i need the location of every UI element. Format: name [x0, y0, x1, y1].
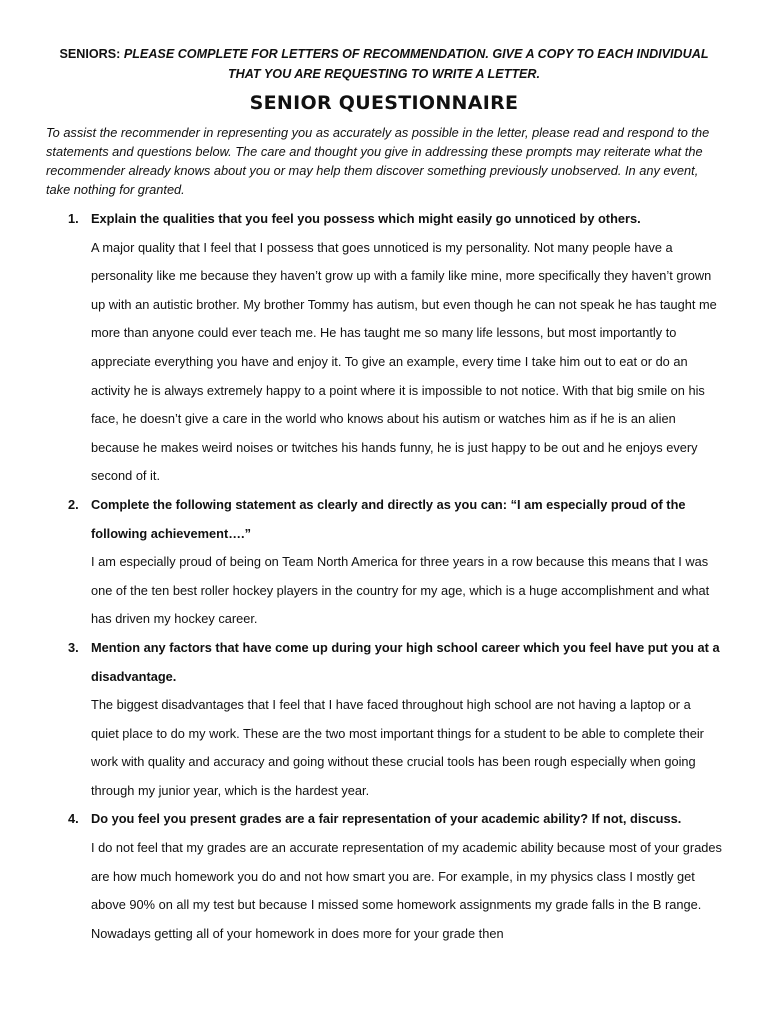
- question-prompt: Explain the qualities that you feel you possess which might easily go unnoticed by others.: [91, 211, 641, 226]
- header-note: [46, 44, 722, 84]
- question-number: 2.: [68, 496, 79, 512]
- question-number: 3.: [68, 639, 79, 655]
- header-instruction: PLEASE COMPLETE FOR LETTERS OF RECOMMENDATION. GIVE A COPY TO EACH INDIVIDUAL THAT YOU ARE REQUESTING TO WRITE A LETTER.: [123, 47, 709, 81]
- question-number: 4.: [68, 811, 79, 827]
- question-answer: I am especially proud of being on Team North America for three years in a row because this means that I was one of the ten best roller hockey players in the country for my age, which is a huge accomplishment and what has driven my hockey career.: [91, 554, 710, 627]
- question-item-3: [46, 634, 722, 806]
- intro-paragraph: To assist the recommender in representing you as accurately as possible in the letter, please read and respond to the statements and questions below. The care and thought you give in addressing these prompts may reiterate what the recommender already knows about you or may help them discover something previously unobserved. In any event, take nothing for granted.: [46, 125, 710, 197]
- question-number: 1.: [68, 211, 79, 226]
- question-item-2: [46, 491, 722, 634]
- question-answer: I do not feel that my grades are an accurate representation of my academic ability because most of your grades are how much homework you do and not how smart you are. For example, in my physics class I mostly get above 90% on all my test but because I missed some homework assignments my grade falls in the B range. Nowadays getting all of your homework in does more for your grade then: [91, 840, 722, 941]
- question-answer: A major quality that I feel that I possess that goes unnoticed is my personality. Not many people have a personality like me because they haven’t grow up with a family like mine, more specifically they haven’t grown up with an autistic brother. My brother Tommy has autism, but even though he can not speak he has taught me more than anyone could ever teach me. He has taught me so many life lessons, but most importantly to appreciate everything you have and enjoy it. To give an example, every time I take him out to eat or do an activity he is always extremely happy to a point where it is impossible to not notice. With that big smile on his face, he doesn’t give a care in the world who knows about his autism or watches him as if he is an alien because he makes weird noises or twitches his hands funny, he is just happy to be out and he enjoys every second of it.: [91, 239, 717, 484]
- question-item-4: [46, 805, 722, 948]
- question-prompt: Do you feel you present grades are a fair representation of your academic ability? If not, discuss.: [91, 811, 682, 827]
- question-prompt: Mention any factors that have come up during your high school career which you feel have put you at a disadvantage.: [91, 639, 720, 684]
- question-list: [46, 205, 722, 948]
- header-prefix: SENIORS:: [59, 47, 121, 61]
- question-prompt: Complete the following statement as clearly and directly as you can: “I am especially proud of the following achievement….”: [91, 496, 686, 541]
- document-title: SENIOR QUESTIONNAIRE: [249, 92, 519, 114]
- question-answer: The biggest disadvantages that I feel that I have faced throughout high school are not having a laptop or a quiet place to do my work. These are the two most important things for a student to be able to complete their work with quality and accuracy and going without these crucial tools has been rough especially when going through my junior year, which is the hardest year.: [91, 697, 704, 798]
- question-item-1: [46, 205, 722, 491]
